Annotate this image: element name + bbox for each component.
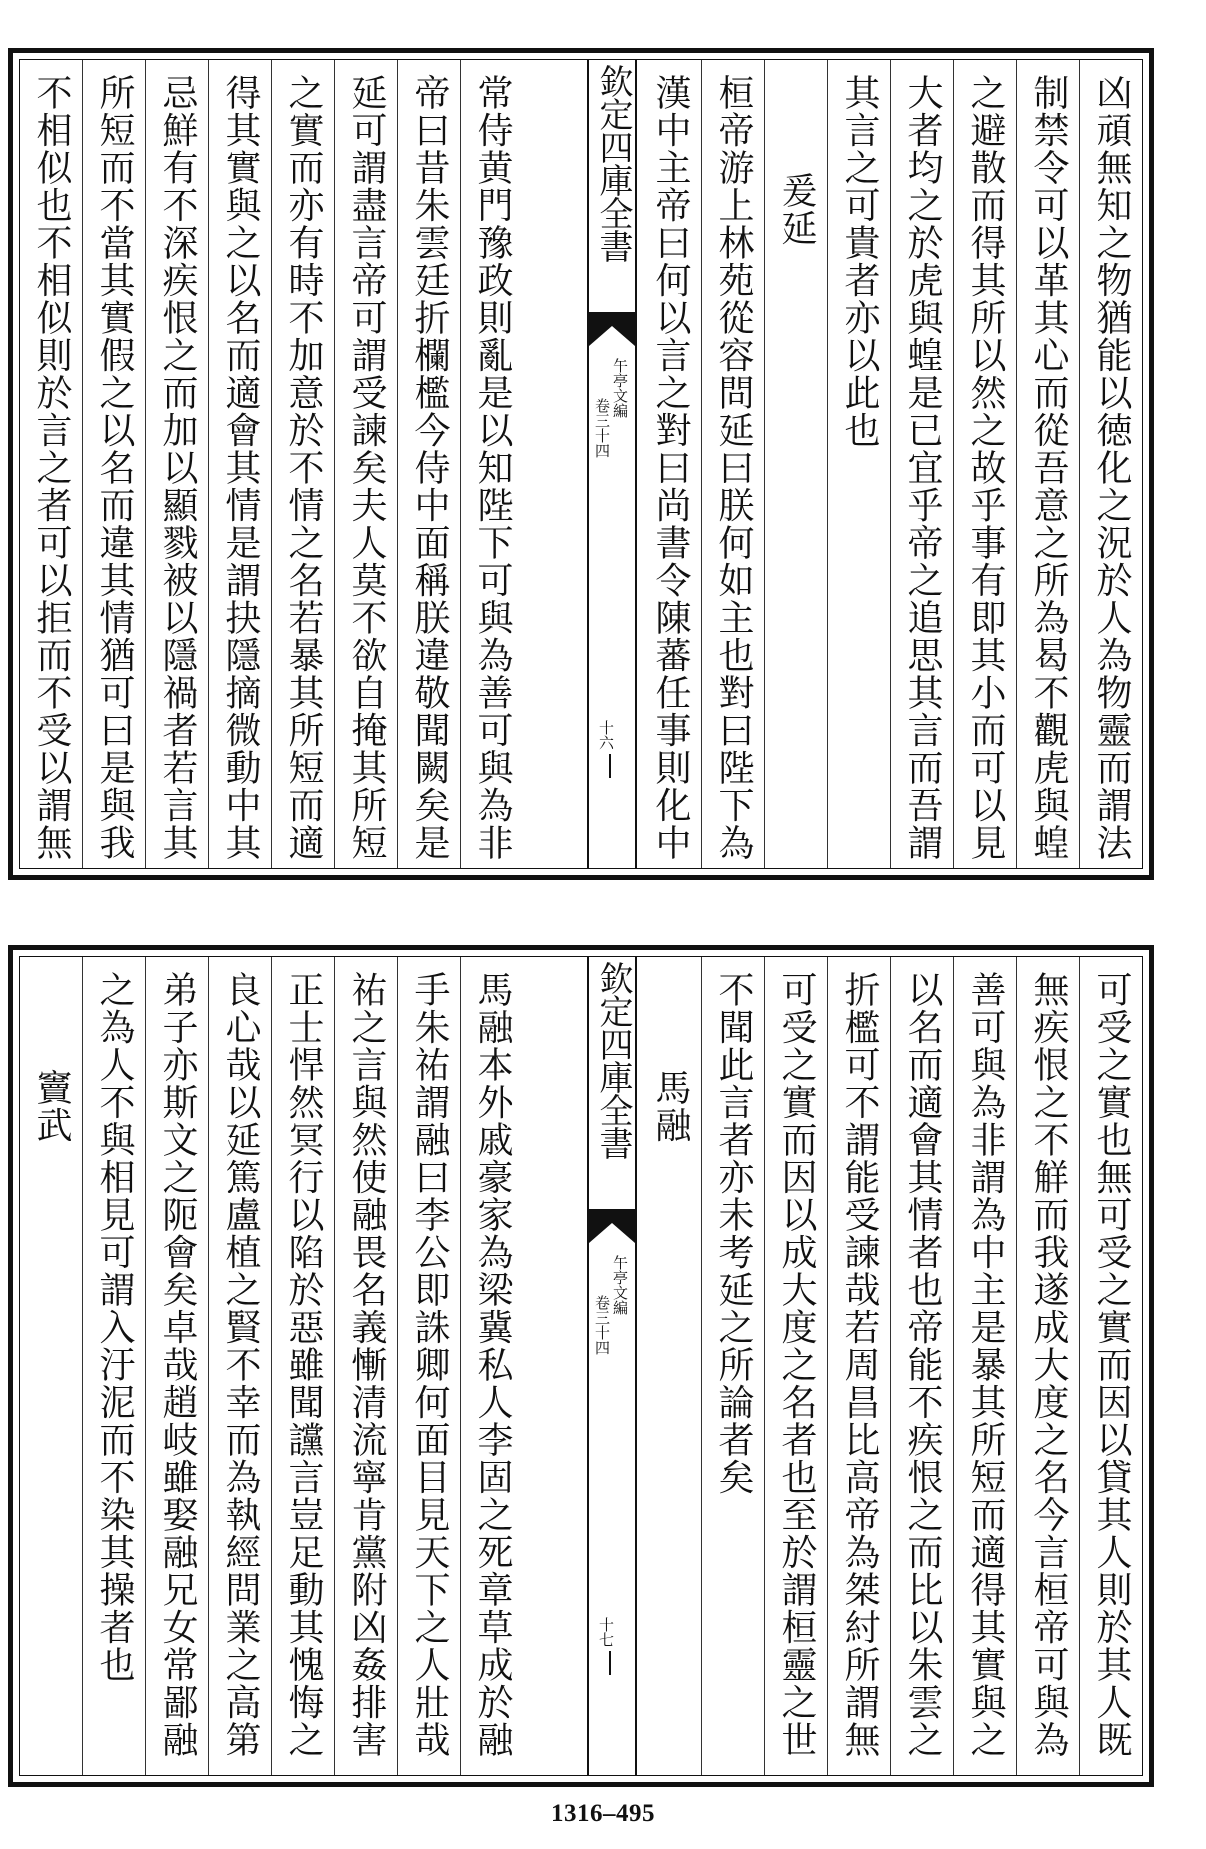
column-rule — [82, 60, 83, 868]
band-tick — [609, 1651, 611, 1675]
text-column: 延可謂盡言帝可謂受諫矣夫人莫不欲自掩其所短 — [346, 74, 387, 862]
book-subtitle: 午亭文編 — [611, 1255, 629, 1315]
text-column: 之實而亦有時不加意於不情之名若暴其所短而適 — [283, 74, 324, 862]
text-column: 忌鮮有不深疾恨之而加以顯戮被以隱禍者若言其 — [157, 74, 198, 862]
column-rule — [208, 957, 209, 1775]
column-rule — [953, 60, 954, 868]
book-title: 欽定四庫全書 — [593, 961, 633, 1159]
center-band — [587, 957, 637, 1775]
section-heading: 馬融 — [650, 1069, 691, 1144]
volume-label: 卷三十四 — [593, 1295, 611, 1355]
text-column: 凶頑無知之物猶能以徳化之況於人為物靈而謂法 — [1091, 74, 1132, 862]
fishtail-mark — [589, 1209, 635, 1243]
column-rule — [208, 60, 209, 868]
book-page-bottom — [8, 945, 1154, 1787]
text-column: 弟子亦斯文之阨會矣卓哉趙岐雖娶融兄女常鄙融 — [157, 971, 198, 1759]
section-heading: 爰延 — [776, 172, 817, 247]
column-rule — [827, 60, 828, 868]
text-column: 其言之可貴者亦以此也 — [839, 74, 880, 449]
column-rule — [397, 957, 398, 1775]
text-column: 折檻可不謂能受諫哉若周昌比高帝為桀紂所謂無 — [839, 971, 880, 1759]
column-rule — [764, 60, 765, 868]
text-column: 手朱祐謂融曰李公即誅卿何面目見天下之人壯哉 — [409, 971, 450, 1759]
column-rule — [701, 60, 702, 868]
text-column: 不相似也不相似則於言之者可以拒而不受以謂無 — [31, 74, 72, 862]
column-rule — [701, 957, 702, 1775]
text-column: 大者均之於虎與蝗是已宜乎帝之追思其言而吾謂 — [902, 74, 943, 862]
book-subtitle: 午亭文編 — [611, 358, 629, 418]
text-column: 以名而適會其情者也帝能不疾恨之而比以朱雲之 — [902, 971, 943, 1759]
column-rule — [397, 60, 398, 868]
text-column: 良心哉以延篤盧植之賢不幸而為執經問業之高第 — [220, 971, 261, 1759]
book-title: 欽定四庫全書 — [593, 64, 633, 262]
page-reference: 1316–495 — [551, 1800, 655, 1827]
text-column: 不聞此言者亦未考延之所論者矣 — [713, 971, 754, 1496]
column-rule — [334, 60, 335, 868]
text-column: 之為人不與相見可謂入汙泥而不染其操者也 — [94, 971, 135, 1684]
text-column: 常侍黄門豫政則亂是以知陛下可與為善可與為非 — [472, 74, 513, 862]
text-column: 漢中主帝曰何以言之對曰尚書令陳蕃任事則化中 — [650, 74, 691, 862]
column-rule — [953, 957, 954, 1775]
column-rule — [890, 60, 891, 868]
page-number: 十六 — [597, 720, 615, 750]
column-rule — [1016, 957, 1017, 1775]
column-rule — [460, 957, 461, 1775]
page-frame — [19, 59, 1143, 869]
text-column: 正士悍然冥行以陷於惡雖聞讜言豈足動其愧悔之 — [283, 971, 324, 1759]
text-column: 制禁令可以革其心而從吾意之所為曷不觀虎與蝗 — [1028, 74, 1069, 862]
center-band — [587, 60, 637, 868]
band-tick — [609, 754, 611, 778]
column-rule — [271, 60, 272, 868]
column-rule — [1079, 957, 1080, 1775]
column-rule — [145, 60, 146, 868]
text-column: 善可與為非謂為中主是暴其所短而適得其實與之 — [965, 971, 1006, 1759]
text-column: 祐之言與然使融畏名義慚清流寧肯黨附凶姦排害 — [346, 971, 387, 1759]
text-column: 無疾恨之不觧而我遂成大度之名今言桓帝可與為 — [1028, 971, 1069, 1759]
column-rule — [145, 957, 146, 1775]
section-heading: 竇武 — [31, 1069, 72, 1144]
text-column: 可受之實也無可受之實而因以貸其人則於其人既 — [1091, 971, 1132, 1759]
column-rule — [1079, 60, 1080, 868]
column-rule — [827, 957, 828, 1775]
volume-label: 卷三十四 — [593, 398, 611, 458]
text-column: 馬融本外戚豪家為梁冀私人李固之死章草成於融 — [472, 971, 513, 1759]
page-number: 十七 — [597, 1617, 615, 1647]
column-rule — [271, 957, 272, 1775]
column-rule — [82, 957, 83, 1775]
text-column: 帝曰昔朱雲廷折欄檻今侍中面稱朕違敬聞闕矣是 — [409, 74, 450, 862]
column-rule — [460, 60, 461, 868]
page-frame — [19, 956, 1143, 1776]
fishtail-mark — [589, 312, 635, 346]
text-column: 得其實與之以名而適會其情是謂抉隱摘微動中其 — [220, 74, 261, 862]
column-rule — [890, 957, 891, 1775]
book-page-top — [8, 48, 1154, 880]
text-column: 之避散而得其所以然之故乎事有即其小而可以見 — [965, 74, 1006, 862]
column-rule — [1016, 60, 1017, 868]
text-column: 可受之實而因以成大度之名者也至於謂桓靈之世 — [776, 971, 817, 1759]
column-rule — [764, 957, 765, 1775]
column-rule — [334, 957, 335, 1775]
text-column: 桓帝游上林苑從容問延曰朕何如主也對曰陛下為 — [713, 74, 754, 862]
text-column: 所短而不當其實假之以名而違其情猶可曰是與我 — [94, 74, 135, 862]
